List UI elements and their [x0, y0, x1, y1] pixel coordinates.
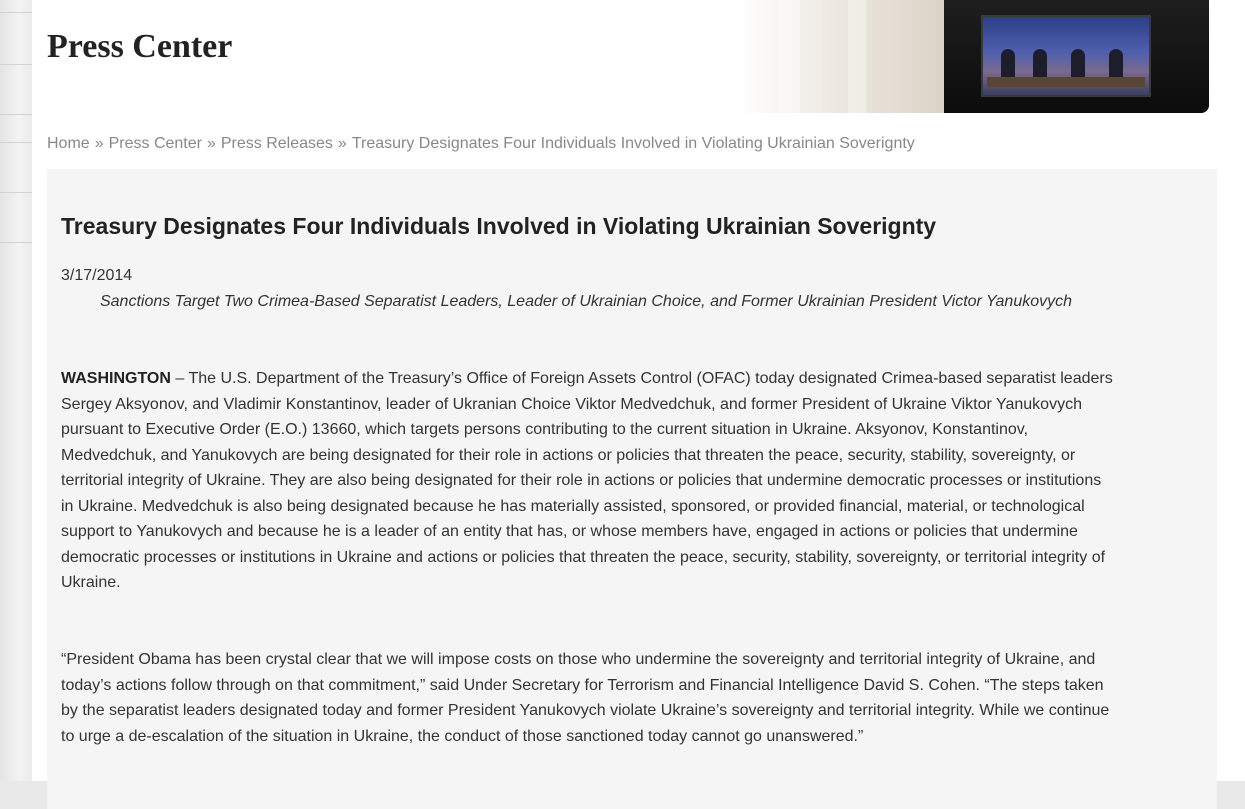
breadcrumb-separator: »	[206, 135, 216, 152]
breadcrumb-home-link[interactable]: Home	[47, 135, 90, 152]
left-rail	[0, 0, 32, 781]
paragraph-text: – The U.S. Department of the Treasury’s Office of Foreign Assets Control (OFAC) today designated Crimea-based separatist leaders Sergey Aksyonov, and Vladimir Konstantinov, leader of Ukranian Choice Viktor Medvedchuk, and former President of Ukraine Viktor Yanukovych pursuant to Executive Order (E.O.) 13660, which targets persons contributing to the current situation in Ukraine. Aksyonov, Konstantinov, Medvedchuk, and Yanukovych are being designated for their role in actions or policies that threaten the peace, security, stability, sovereignty, or territorial integrity of Ukraine. They are also being designated for their role in actions or policies that undermine democratic processes or institutions in Ukraine. Medvedchuk is also being designated because he has materially assisted, sponsored, or provided financial, material, or technological support to Yanukovych and because he is a leader of an entity that has, or whose members have, engaged in actions or policies that undermine democratic processes or institutions in Ukraine and actions or policies that threaten the peace, security, stability, sovereignty, or territorial integrity of Ukraine.	[61, 370, 1113, 591]
monitor-screen-icon	[981, 15, 1151, 97]
article-paragraph	[61, 366, 1116, 596]
article-content	[47, 169, 1217, 809]
article-date: 3/17/2014	[61, 267, 133, 284]
breadcrumb-press-releases-link[interactable]: Press Releases	[220, 135, 333, 152]
banner-pillar	[848, 0, 866, 113]
article-title: Treasury Designates Four Individuals Involved in Violating Ukrainian Soverignty	[61, 213, 937, 239]
rail-divider	[0, 114, 32, 115]
rail-divider	[0, 242, 32, 243]
banner-pillar	[778, 0, 800, 113]
rail-divider	[0, 12, 32, 13]
rail-divider	[0, 142, 32, 143]
article-dateline: WASHINGTON	[61, 370, 171, 387]
breadcrumb-separator: »	[94, 135, 104, 152]
breadcrumb-press-center-link[interactable]: Press Center	[108, 135, 202, 152]
section-title: Press Center	[47, 28, 233, 65]
page	[32, 0, 1245, 781]
breadcrumb-current: Treasury Designates Four Individuals Involved in Violating Ukrainian Soverignty	[351, 135, 915, 152]
rail-divider	[0, 192, 32, 193]
header-banner-image	[738, 0, 1209, 113]
breadcrumb	[47, 135, 915, 153]
article-paragraph: “President Obama has been crystal clear that we will impose costs on those who undermine the sovereignty and territorial integrity of Ukraine, and today’s actions follow through on that commitment,” said Under Secretary for Terrorism and Financial Intelligence David S. Cohen. “The steps taken by the separatist leaders designated today and former President Yanukovych violate Ukraine’s sovereignty and territorial integrity. While we continue to urge a de-escalation of the situation in Ukraine, the conduct of those sanctioned today cannot go unanswered.”	[61, 651, 1110, 745]
breadcrumb-separator: »	[337, 135, 347, 152]
rail-divider	[0, 64, 32, 65]
table-shape	[987, 77, 1145, 87]
article-subtitle: Sanctions Target Two Crimea-Based Separatist Leaders, Leader of Ukrainian Choice, and Former Ukrainian President Victor Yanukovych	[99, 293, 1073, 310]
